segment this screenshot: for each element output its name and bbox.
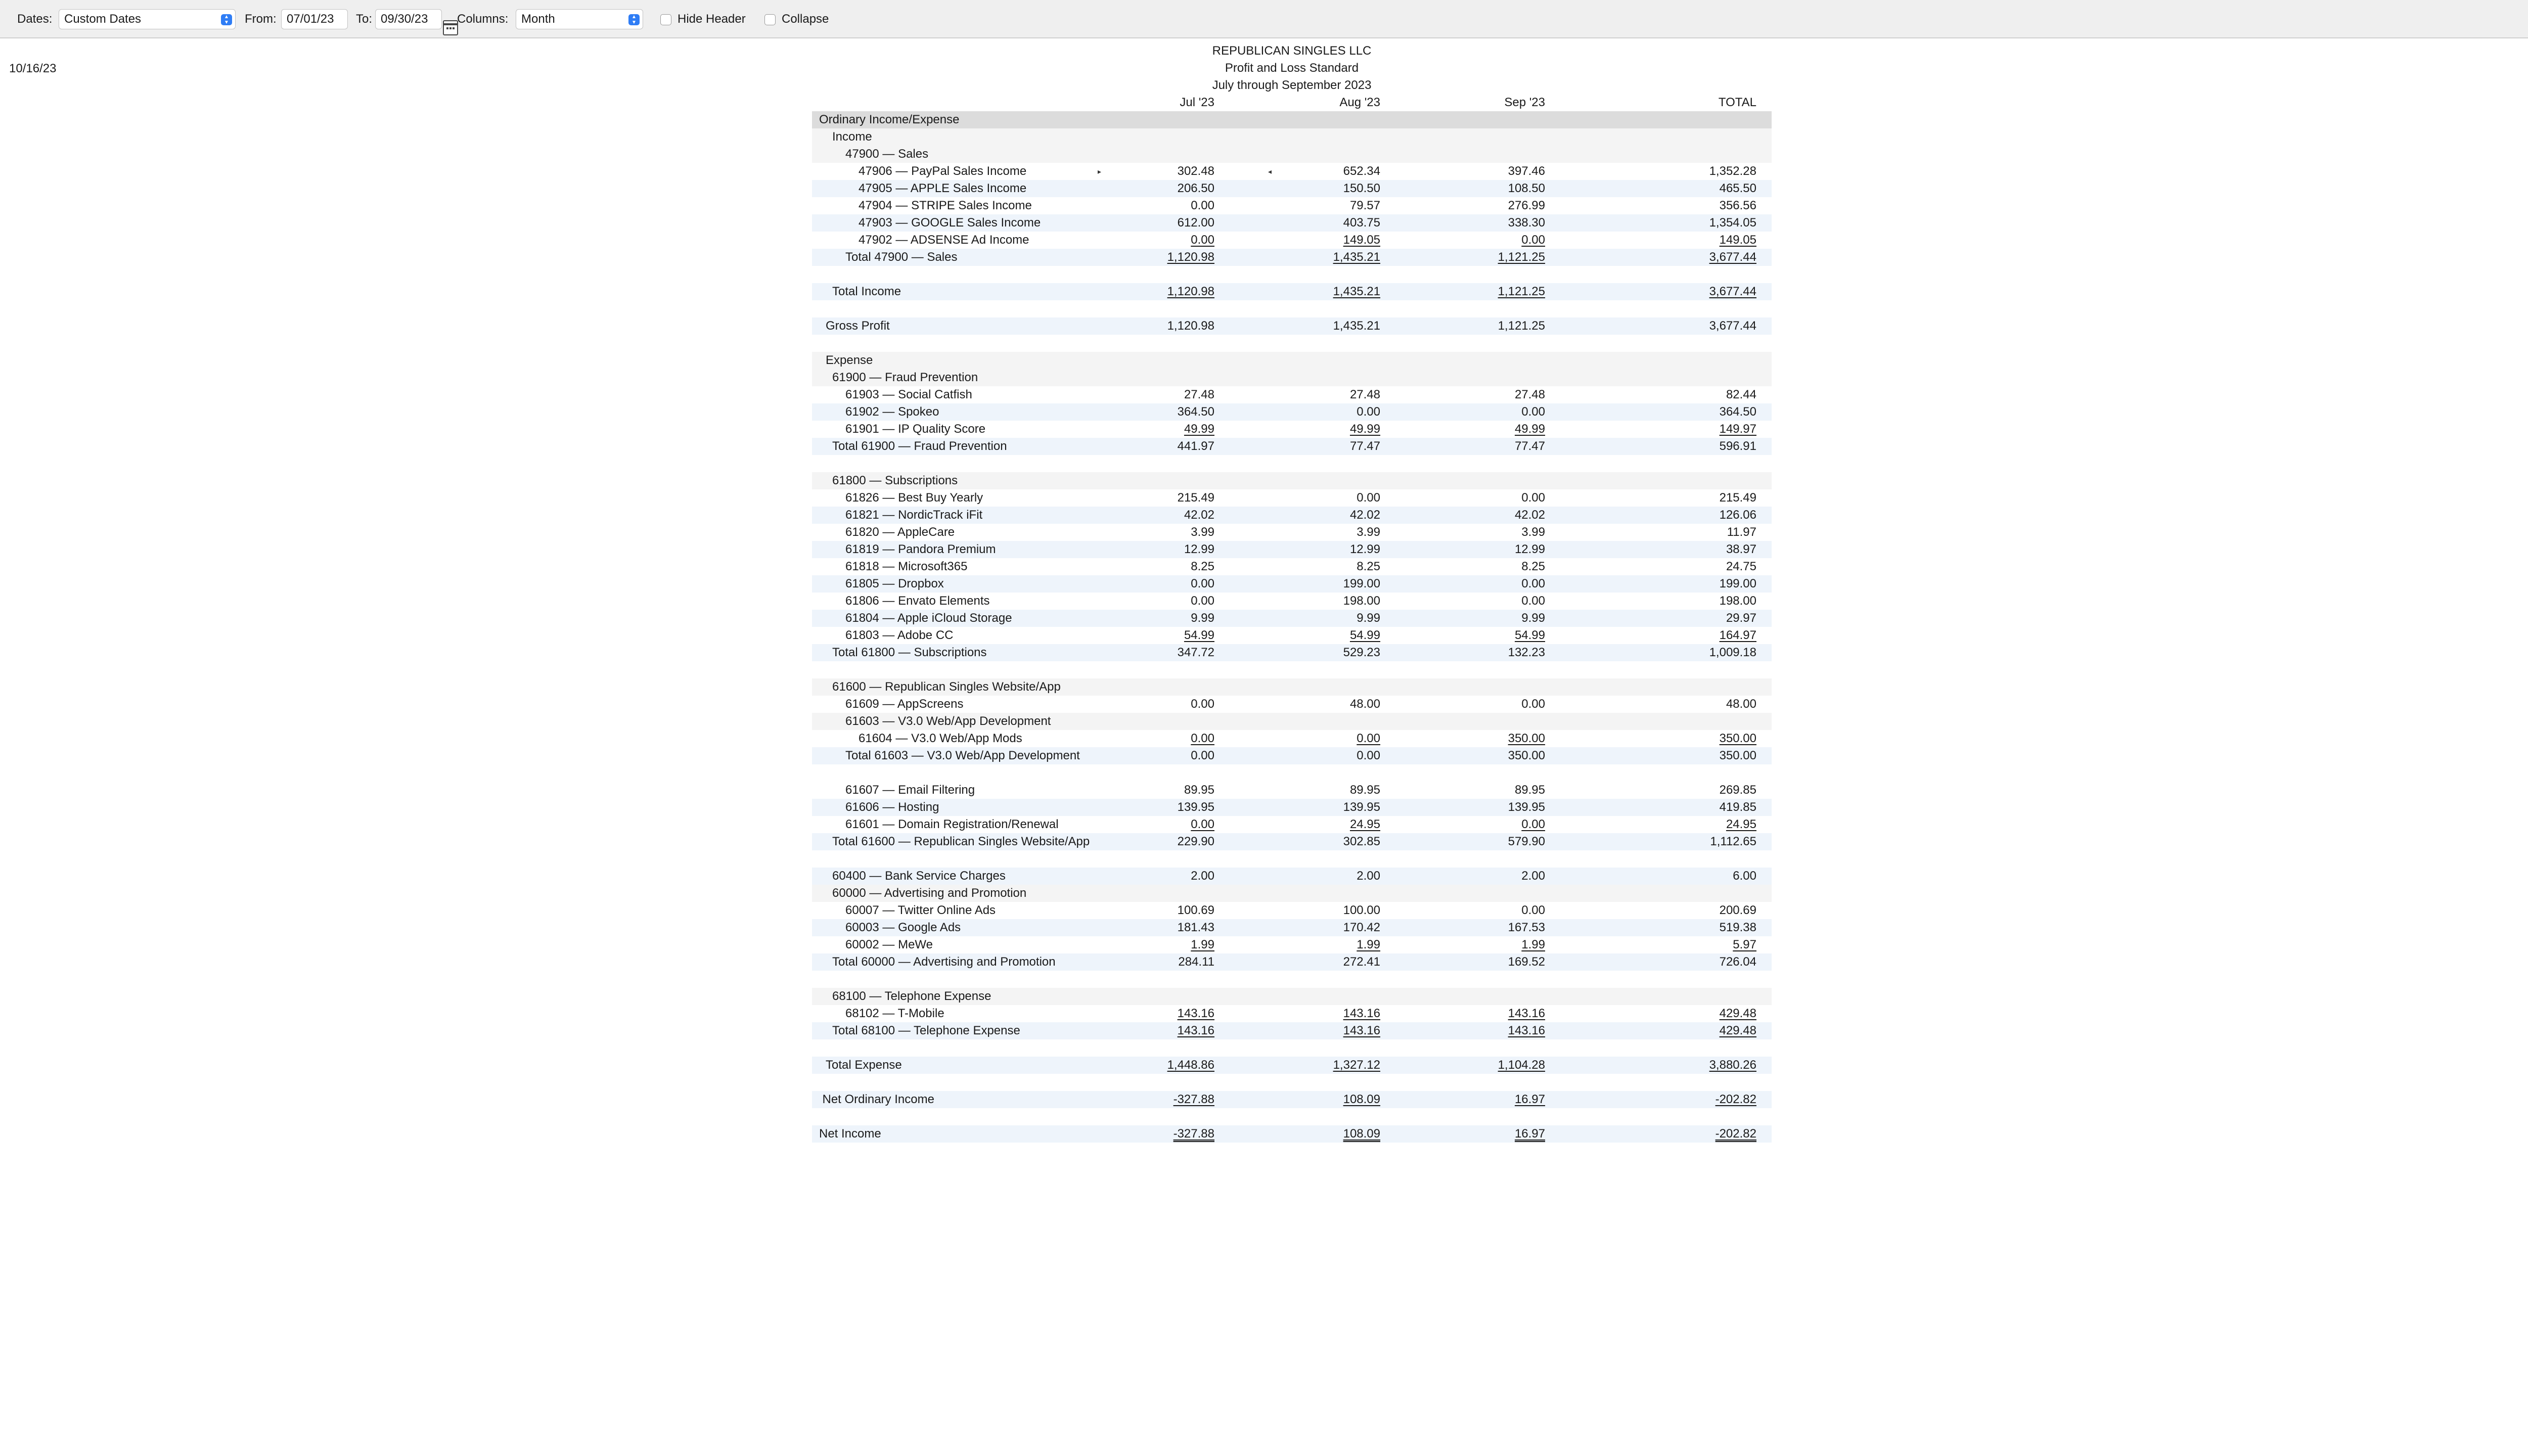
row-label: 47904 — STRIPE Sales Income: [859, 199, 1032, 212]
report-section-row[interactable]: [812, 713, 1772, 730]
report-row[interactable]: [812, 730, 1772, 747]
row-value[interactable]: 302.48: [1177, 164, 1214, 178]
report-row[interactable]: [812, 696, 1772, 713]
row-label: Total 61603 — V3.0 Web/App Development: [845, 749, 1080, 762]
row-label: 61901 — IP Quality Score: [845, 422, 986, 436]
report-row[interactable]: [812, 438, 1772, 455]
row-value[interactable]: -327.88: [1173, 1127, 1214, 1141]
row-value[interactable]: 9.99: [1191, 611, 1214, 625]
row-value[interactable]: 215.49: [1719, 491, 1756, 505]
row-label: Total 61600 — Republican Singles Website/App: [832, 835, 1090, 848]
from-date-value: 07/01/23: [287, 12, 334, 26]
row-label: Total 68100 — Telephone Expense: [832, 1024, 1020, 1037]
row-label: 47906 — PayPal Sales Income: [859, 164, 1027, 178]
row-value[interactable]: 143.16: [1508, 1024, 1545, 1037]
columns-select[interactable]: [516, 9, 643, 29]
column-headers: [812, 94, 1772, 111]
row-value[interactable]: 276.99: [1508, 199, 1545, 212]
row-value[interactable]: 0.00: [1191, 732, 1214, 745]
column-header[interactable]: Jul '23: [1180, 96, 1214, 109]
row-label: 61819 — Pandora Premium: [845, 542, 996, 556]
row-value[interactable]: 1,435.21: [1333, 319, 1380, 333]
report-spacer-row: [812, 300, 1772, 317]
row-value[interactable]: 5.97: [1733, 938, 1756, 951]
row-value[interactable]: 1,352.28: [1709, 164, 1756, 178]
row-value[interactable]: 596.91: [1719, 439, 1756, 453]
row-value[interactable]: 29.97: [1726, 611, 1756, 625]
row-value[interactable]: 108.50: [1508, 181, 1545, 195]
row-value[interactable]: 199.00: [1343, 577, 1380, 590]
to-date-value: 09/30/23: [381, 12, 428, 26]
row-value[interactable]: 27.48: [1184, 388, 1214, 401]
report-row[interactable]: [812, 816, 1772, 833]
report-section-row[interactable]: [812, 128, 1772, 146]
row-value[interactable]: 429.48: [1719, 1024, 1756, 1037]
column-header[interactable]: TOTAL: [1718, 96, 1756, 109]
row-value[interactable]: 350.00: [1508, 749, 1545, 762]
report-spacer-row: [812, 1039, 1772, 1057]
row-value[interactable]: 150.50: [1343, 181, 1380, 195]
row-value[interactable]: 199.00: [1719, 577, 1756, 590]
row-label: 61821 — NordicTrack iFit: [845, 508, 983, 522]
row-value[interactable]: 0.00: [1191, 817, 1214, 831]
row-value[interactable]: 0.00: [1521, 817, 1545, 831]
dates-label: Dates:: [17, 12, 53, 26]
row-label: 61805 — Dropbox: [845, 577, 944, 590]
report-row[interactable]: [812, 1005, 1772, 1022]
row-value[interactable]: 1,121.25: [1498, 250, 1545, 264]
row-value[interactable]: 206.50: [1177, 181, 1214, 195]
report-row[interactable]: [812, 1125, 1772, 1143]
row-value[interactable]: -202.82: [1715, 1093, 1756, 1106]
report-row[interactable]: [812, 421, 1772, 438]
row-value[interactable]: 11.97: [1727, 525, 1756, 539]
row-label: Income: [832, 130, 872, 144]
row-value[interactable]: 38.97: [1726, 542, 1756, 556]
row-value[interactable]: 54.99: [1514, 628, 1545, 642]
report-row[interactable]: [812, 575, 1772, 593]
row-value[interactable]: 49.99: [1514, 422, 1545, 436]
row-value[interactable]: 143.16: [1343, 1024, 1380, 1037]
row-value[interactable]: 12.99: [1514, 542, 1545, 556]
row-value[interactable]: 139.95: [1508, 800, 1545, 814]
row-value[interactable]: 27.48: [1349, 388, 1380, 401]
row-value[interactable]: 269.85: [1719, 783, 1756, 797]
row-value[interactable]: 2.00: [1521, 869, 1545, 883]
column-resize-icon[interactable]: ◂: [1268, 167, 1272, 175]
row-value[interactable]: 0.00: [1357, 749, 1380, 762]
row-value[interactable]: 42.02: [1514, 508, 1545, 522]
row-label: Total 47900 — Sales: [845, 250, 958, 264]
columns-select-value: Month: [521, 12, 555, 26]
row-label: 68100 — Telephone Expense: [832, 989, 991, 1003]
report-row[interactable]: [812, 610, 1772, 627]
row-value[interactable]: 441.97: [1177, 439, 1214, 453]
row-label: Ordinary Income/Expense: [819, 113, 960, 126]
row-value[interactable]: 0.00: [1521, 405, 1545, 419]
row-label: 61826 — Best Buy Yearly: [845, 491, 983, 505]
row-value[interactable]: 24.95: [1726, 817, 1756, 831]
row-value[interactable]: 49.99: [1349, 422, 1380, 436]
row-value[interactable]: 12.99: [1184, 542, 1214, 556]
row-label: Total Income: [832, 285, 901, 298]
row-value[interactable]: -327.88: [1173, 1093, 1214, 1106]
row-value[interactable]: 284.11: [1178, 955, 1214, 969]
row-value[interactable]: 164.97: [1719, 628, 1756, 642]
row-value[interactable]: 77.47: [1514, 439, 1545, 453]
report-spacer-row: [812, 971, 1772, 988]
row-value[interactable]: 397.46: [1508, 164, 1545, 178]
report-row[interactable]: [812, 524, 1772, 541]
row-value[interactable]: 6.00: [1733, 869, 1756, 883]
row-value[interactable]: 12.99: [1349, 542, 1380, 556]
report-row[interactable]: [812, 317, 1772, 335]
row-value[interactable]: 302.85: [1343, 835, 1380, 848]
report-section-row[interactable]: [812, 678, 1772, 696]
report-row[interactable]: [812, 593, 1772, 610]
report-row[interactable]: [812, 644, 1772, 661]
row-value[interactable]: 726.04: [1719, 955, 1756, 969]
report-spacer-row: [812, 335, 1772, 352]
row-value[interactable]: 0.00: [1521, 577, 1545, 590]
row-value[interactable]: 3.99: [1521, 525, 1545, 539]
row-value[interactable]: 200.69: [1719, 903, 1756, 917]
column-header[interactable]: Sep '23: [1504, 96, 1545, 109]
report-spacer-row: [812, 1074, 1772, 1091]
row-value[interactable]: 215.49: [1177, 491, 1214, 505]
report-row[interactable]: [812, 232, 1772, 249]
calendar-icon[interactable]: [443, 20, 458, 35]
report-section-row[interactable]: [812, 472, 1772, 489]
row-value[interactable]: 1,120.98: [1167, 285, 1214, 298]
report-row[interactable]: [812, 489, 1772, 507]
from-label: From:: [245, 12, 277, 26]
row-label: 60002 — MeWe: [845, 938, 933, 951]
row-value[interactable]: 0.00: [1521, 594, 1545, 608]
to-date-input[interactable]: [375, 9, 442, 29]
row-value[interactable]: 1,327.12: [1333, 1058, 1380, 1072]
report-row[interactable]: [812, 249, 1772, 266]
row-value[interactable]: 0.00: [1357, 405, 1380, 419]
row-label: 61600 — Republican Singles Website/App: [832, 680, 1061, 694]
row-value[interactable]: 350.00: [1508, 732, 1545, 745]
row-value[interactable]: 132.23: [1508, 646, 1545, 659]
row-value[interactable]: 519.38: [1719, 921, 1756, 934]
report-row[interactable]: [812, 541, 1772, 558]
row-label: 47905 — APPLE Sales Income: [859, 181, 1027, 195]
row-label: 61902 — Spokeo: [845, 405, 939, 419]
row-value[interactable]: 338.30: [1508, 216, 1545, 230]
row-value[interactable]: 0.00: [1191, 594, 1214, 608]
row-label: 60400 — Bank Service Charges: [832, 869, 1006, 883]
row-value[interactable]: 1,120.98: [1167, 319, 1214, 333]
row-label: 61903 — Social Catfish: [845, 388, 972, 401]
row-label: Total 60000 — Advertising and Promotion: [832, 955, 1056, 969]
columns-label: Columns:: [457, 12, 509, 26]
row-label: 61607 — Email Filtering: [845, 783, 975, 797]
row-label: 61603 — V3.0 Web/App Development: [845, 714, 1051, 728]
row-value[interactable]: 350.00: [1719, 732, 1756, 745]
report-row[interactable]: [812, 386, 1772, 403]
report-spacer-row: [812, 764, 1772, 782]
row-label: 60000 — Advertising and Promotion: [832, 886, 1027, 900]
row-value[interactable]: 1,009.18: [1709, 646, 1756, 659]
report-row[interactable]: [812, 507, 1772, 524]
report-row[interactable]: [812, 1091, 1772, 1108]
row-value[interactable]: 1.99: [1191, 938, 1214, 951]
report-print-date: 10/16/23: [9, 62, 57, 75]
row-value[interactable]: 465.50: [1719, 181, 1756, 195]
row-value[interactable]: 3,677.44: [1709, 285, 1756, 298]
row-value[interactable]: 54.99: [1184, 628, 1214, 642]
row-expand-icon[interactable]: ▸: [1098, 167, 1102, 175]
row-value[interactable]: 272.41: [1343, 955, 1380, 969]
report-toolbar: [0, 0, 2528, 38]
row-value[interactable]: 42.02: [1349, 508, 1380, 522]
row-value[interactable]: 143.16: [1508, 1007, 1545, 1020]
row-label: Total 61900 — Fraud Prevention: [832, 439, 1007, 453]
row-value[interactable]: 139.95: [1343, 800, 1380, 814]
row-value[interactable]: 77.47: [1349, 439, 1380, 453]
row-value[interactable]: 1,354.05: [1709, 216, 1756, 230]
row-value[interactable]: 0.00: [1521, 233, 1545, 247]
row-value[interactable]: 652.34: [1343, 164, 1380, 178]
report-row[interactable]: [812, 180, 1772, 197]
row-value[interactable]: 0.00: [1191, 697, 1214, 711]
report-row[interactable]: [812, 627, 1772, 644]
row-label: 61604 — V3.0 Web/App Mods: [859, 732, 1022, 745]
row-value[interactable]: 0.00: [1521, 903, 1545, 917]
report-row[interactable]: [812, 747, 1772, 764]
report-spacer-row: [812, 455, 1772, 472]
row-label: 61800 — Subscriptions: [832, 474, 958, 487]
row-value[interactable]: 529.23: [1343, 646, 1380, 659]
report-section-row[interactable]: [812, 885, 1772, 902]
row-label: Total 61800 — Subscriptions: [832, 646, 987, 659]
report-row[interactable]: [812, 403, 1772, 421]
report-section-row[interactable]: [812, 988, 1772, 1005]
to-label: To:: [356, 12, 373, 26]
select-arrows-icon: ▲ ▼: [221, 14, 232, 25]
row-value[interactable]: 347.72: [1177, 646, 1214, 659]
row-value[interactable]: 126.06: [1719, 508, 1756, 522]
report-row[interactable]: [812, 214, 1772, 232]
row-label: Total Expense: [826, 1058, 902, 1072]
row-value[interactable]: 100.69: [1177, 903, 1214, 917]
row-value[interactable]: 16.97: [1514, 1127, 1545, 1141]
row-value[interactable]: 143.16: [1177, 1024, 1214, 1037]
row-value[interactable]: 108.09: [1343, 1093, 1380, 1106]
row-value[interactable]: -202.82: [1715, 1127, 1756, 1141]
row-value[interactable]: 49.99: [1184, 422, 1214, 436]
row-value[interactable]: 3,677.44: [1709, 250, 1756, 264]
report-row[interactable]: [812, 919, 1772, 936]
row-value[interactable]: 89.95: [1514, 783, 1545, 797]
row-label: 60003 — Google Ads: [845, 921, 961, 934]
report-row[interactable]: [812, 902, 1772, 919]
row-value[interactable]: 612.00: [1177, 216, 1214, 230]
row-value[interactable]: 149.05: [1343, 233, 1380, 247]
report-section-row[interactable]: [812, 352, 1772, 369]
row-value[interactable]: 0.00: [1357, 732, 1380, 745]
row-value[interactable]: 0.00: [1357, 491, 1380, 505]
row-label: Expense: [826, 353, 873, 367]
row-value[interactable]: 8.25: [1357, 560, 1380, 573]
report-row[interactable]: [812, 799, 1772, 816]
row-value[interactable]: 3,677.44: [1709, 319, 1756, 333]
row-label: 47902 — ADSENSE Ad Income: [859, 233, 1029, 247]
report-row[interactable]: [812, 197, 1772, 214]
row-label: 61818 — Microsoft365: [845, 560, 968, 573]
from-date-input[interactable]: [281, 9, 348, 29]
hide-header-label: Hide Header: [678, 12, 746, 26]
company-name: REPUBLICAN SINGLES LLC: [1212, 44, 1372, 58]
report-title: Profit and Loss Standard: [1225, 61, 1359, 75]
row-value[interactable]: 42.02: [1184, 508, 1214, 522]
report-rows: [812, 111, 1772, 1143]
row-value[interactable]: 1.99: [1521, 938, 1545, 951]
row-value[interactable]: 1,112.65: [1710, 835, 1756, 848]
collapse-label: Collapse: [782, 12, 829, 26]
row-value[interactable]: 0.00: [1521, 697, 1545, 711]
row-value[interactable]: 1,104.28: [1498, 1058, 1545, 1072]
dates-select-value: Custom Dates: [64, 12, 142, 26]
row-value[interactable]: 54.99: [1349, 628, 1380, 642]
report-period: July through September 2023: [1212, 78, 1372, 92]
row-value[interactable]: 24.95: [1349, 817, 1380, 831]
row-value[interactable]: 9.99: [1357, 611, 1380, 625]
row-value[interactable]: 8.25: [1521, 560, 1545, 573]
report-row[interactable]: [812, 1022, 1772, 1039]
row-value[interactable]: 579.90: [1508, 835, 1545, 848]
row-value[interactable]: 167.53: [1508, 921, 1545, 934]
report-row[interactable]: [812, 283, 1772, 300]
row-value[interactable]: 149.05: [1719, 233, 1756, 247]
row-value[interactable]: 3.99: [1357, 525, 1380, 539]
report-spacer-row: [812, 661, 1772, 678]
column-header[interactable]: Aug '23: [1339, 96, 1380, 109]
row-value[interactable]: 1,120.98: [1167, 250, 1214, 264]
profit-loss-report: [812, 42, 1772, 1143]
row-label: 61820 — AppleCare: [845, 525, 955, 539]
row-value[interactable]: 170.42: [1343, 921, 1380, 934]
row-label: 47900 — Sales: [845, 147, 929, 161]
row-value[interactable]: 108.09: [1343, 1127, 1380, 1141]
row-label: 61803 — Adobe CC: [845, 628, 954, 642]
row-label: 61606 — Hosting: [845, 800, 939, 814]
report-row[interactable]: [812, 1057, 1772, 1074]
row-value[interactable]: 89.95: [1184, 783, 1214, 797]
row-value[interactable]: 27.48: [1514, 388, 1545, 401]
report-row[interactable]: [812, 936, 1772, 953]
row-value[interactable]: 429.48: [1719, 1007, 1756, 1020]
collapse-checkbox[interactable]: [764, 14, 776, 25]
row-value[interactable]: 1,448.86: [1167, 1058, 1214, 1072]
row-value[interactable]: 1,121.25: [1498, 319, 1545, 333]
row-value[interactable]: 149.97: [1719, 422, 1756, 436]
row-value[interactable]: 1,435.21: [1333, 250, 1380, 264]
row-value[interactable]: 3,880.26: [1709, 1058, 1756, 1072]
row-value[interactable]: 79.57: [1349, 199, 1380, 212]
row-value[interactable]: 143.16: [1177, 1007, 1214, 1020]
row-value[interactable]: 139.95: [1177, 800, 1214, 814]
report-row[interactable]: [812, 833, 1772, 850]
row-value[interactable]: 48.00: [1726, 697, 1756, 711]
row-value[interactable]: 364.50: [1719, 405, 1756, 419]
row-value[interactable]: 356.56: [1719, 199, 1756, 212]
row-value[interactable]: 1,435.21: [1333, 285, 1380, 298]
row-value[interactable]: 198.00: [1719, 594, 1756, 608]
report-row[interactable]: [812, 868, 1772, 885]
row-value[interactable]: 100.00: [1343, 903, 1380, 917]
report-section-row[interactable]: [812, 111, 1772, 128]
row-label: 61804 — Apple iCloud Storage: [845, 611, 1012, 625]
row-value[interactable]: 1.99: [1357, 938, 1380, 951]
row-value[interactable]: 0.00: [1191, 199, 1214, 212]
row-value[interactable]: 2.00: [1191, 869, 1214, 883]
row-label: 61900 — Fraud Prevention: [832, 371, 978, 384]
row-value[interactable]: 0.00: [1191, 577, 1214, 590]
row-value[interactable]: 16.97: [1514, 1093, 1545, 1106]
report-row[interactable]: [812, 953, 1772, 971]
row-value[interactable]: 364.50: [1177, 405, 1214, 419]
row-label: 61609 — AppScreens: [845, 697, 964, 711]
row-value[interactable]: 82.44: [1726, 388, 1756, 401]
report-spacer-row: [812, 850, 1772, 868]
row-value[interactable]: 9.99: [1521, 611, 1545, 625]
row-value[interactable]: 24.75: [1726, 560, 1756, 573]
row-label: 47903 — GOOGLE Sales Income: [859, 216, 1041, 230]
row-value[interactable]: 1,121.25: [1498, 285, 1545, 298]
row-value[interactable]: 0.00: [1521, 491, 1545, 505]
row-value[interactable]: 0.00: [1191, 233, 1214, 247]
row-label: 60007 — Twitter Online Ads: [845, 903, 996, 917]
row-value[interactable]: 48.00: [1349, 697, 1380, 711]
report-spacer-row: [812, 266, 1772, 283]
row-label: 61806 — Envato Elements: [845, 594, 990, 608]
row-value[interactable]: 89.95: [1349, 783, 1380, 797]
row-value[interactable]: 181.43: [1177, 921, 1214, 934]
dates-select[interactable]: [59, 9, 236, 29]
row-value[interactable]: 403.75: [1343, 216, 1380, 230]
row-value[interactable]: 169.52: [1508, 955, 1545, 969]
select-arrows-icon: ▲ ▼: [628, 14, 640, 25]
row-label: 68102 — T-Mobile: [845, 1007, 944, 1020]
report-spacer-row: [812, 1108, 1772, 1125]
row-value[interactable]: 419.85: [1719, 800, 1756, 814]
row-label: Net Income: [819, 1127, 881, 1141]
row-value[interactable]: 3.99: [1191, 525, 1214, 539]
report-row[interactable]: [812, 558, 1772, 575]
row-value[interactable]: 2.00: [1357, 869, 1380, 883]
row-value[interactable]: 198.00: [1343, 594, 1380, 608]
hide-header-checkbox[interactable]: [660, 14, 671, 25]
row-value[interactable]: 229.90: [1177, 835, 1214, 848]
row-value[interactable]: 8.25: [1191, 560, 1214, 573]
report-section-row[interactable]: [812, 369, 1772, 386]
row-label: 61601 — Domain Registration/Renewal: [845, 817, 1059, 831]
row-value[interactable]: 0.00: [1191, 749, 1214, 762]
report-row[interactable]: [812, 782, 1772, 799]
row-label: Gross Profit: [826, 319, 890, 333]
row-label: Net Ordinary Income: [822, 1093, 934, 1106]
report-row[interactable]: [812, 163, 1772, 180]
row-value[interactable]: 350.00: [1719, 749, 1756, 762]
row-value[interactable]: 143.16: [1343, 1007, 1380, 1020]
report-section-row[interactable]: [812, 146, 1772, 163]
